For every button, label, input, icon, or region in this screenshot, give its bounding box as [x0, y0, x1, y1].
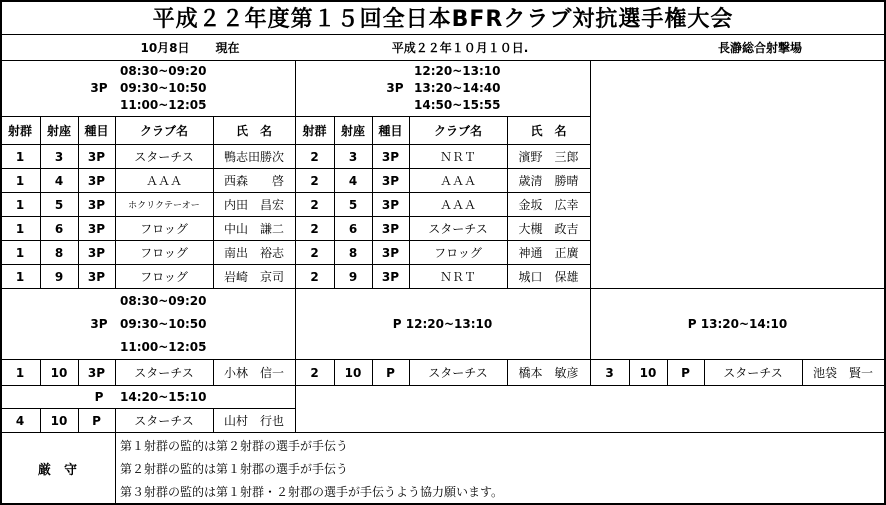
session-time: 14:50~15:55 [414, 97, 501, 112]
cell-lane: 8 [54, 245, 64, 260]
header-name: 氏 名 [530, 124, 567, 138]
header-group: 射群 [302, 124, 327, 138]
session-time: 08:30~09:20 [120, 63, 207, 78]
cell-club: ＡＡＡ [145, 174, 182, 188]
session-time: 13:20~14:40 [414, 80, 501, 95]
header-lane: 射座 [46, 124, 71, 138]
cell-name: 橋本 敏彦 [518, 366, 579, 380]
cell-group: 2 [310, 269, 319, 284]
cell-group: 2 [310, 365, 319, 380]
cell-name: 内田 昌宏 [223, 198, 284, 212]
cell-club: フロッグ [140, 246, 188, 260]
cell-event: 3P [381, 197, 400, 212]
cell-lane: 9 [348, 269, 358, 284]
cell-name: 大槻 政吉 [518, 222, 579, 236]
cell-group: 1 [15, 365, 25, 380]
cell-lane: 10 [50, 365, 68, 380]
cell-lane: 9 [54, 269, 64, 284]
cell-lane: 3 [348, 149, 358, 164]
cell-club: スターチス [428, 222, 488, 236]
header-group: 射群 [7, 124, 32, 138]
cell-group: 1 [15, 245, 25, 260]
cell-group: 2 [310, 197, 319, 212]
session-time: 08:30~09:20 [120, 294, 207, 308]
cell-club: スターチス [723, 366, 783, 380]
cell-event: P [386, 365, 395, 380]
notes-label: 厳 守 [37, 462, 77, 478]
cell-lane: 5 [348, 197, 358, 212]
event-date: 平成２２年１０月１０日. [391, 40, 529, 55]
cell-name: 濱野 三郎 [518, 150, 579, 164]
cell-group: 1 [15, 197, 25, 212]
session-category: 3P [90, 316, 108, 331]
cell-event: 3P [87, 149, 106, 164]
venue: 長瀞総合射撃場 [717, 40, 802, 55]
cell-club: ＮＲＴ [439, 150, 476, 164]
session-category: 3P [90, 81, 108, 95]
cell-name: 西森 啓 [223, 174, 284, 188]
cell-event: 3P [381, 245, 400, 260]
status-date: 10月8日 [140, 40, 190, 55]
cell-event: 3P [87, 221, 106, 236]
cell-event: 3P [87, 173, 106, 188]
session-time: 12:20~13:10 [414, 63, 501, 78]
session-time: 14:20~15:10 [120, 390, 207, 404]
cell-group: 2 [310, 149, 319, 164]
cell-group: 2 [310, 245, 319, 260]
session-time: 11:00~12:05 [120, 97, 207, 112]
cell-event: 3P [381, 173, 400, 188]
session-time: 09:30~10:50 [120, 80, 207, 95]
cell-event: 3P [381, 221, 400, 236]
session-category: P [94, 390, 104, 404]
cell-group: 1 [15, 149, 25, 164]
cell-name: 山村 行也 [223, 414, 284, 428]
cell-name: 南出 裕志 [223, 246, 284, 260]
cell-name: 中山 謙二 [223, 222, 284, 236]
cell-group: 1 [15, 269, 25, 284]
cell-group: 4 [15, 413, 25, 428]
session-category: 3P [386, 81, 404, 95]
cell-name: 金坂 広幸 [518, 198, 579, 212]
header-event: 種目 [84, 124, 109, 138]
header-name: 氏 名 [235, 124, 272, 138]
cell-club: フロッグ [140, 270, 188, 284]
cell-group: 2 [310, 173, 319, 188]
session-time: 09:30~10:50 [120, 317, 207, 331]
cell-lane: 10 [639, 365, 657, 380]
cell-club: スターチス [134, 150, 194, 164]
cell-group: 3 [605, 365, 614, 380]
cell-event: 3P [87, 245, 106, 260]
page-title: 平成２２年度第１５回全日本BFRクラブ対抗選手権大会 [152, 7, 734, 32]
cell-club: ＡＡＡ [439, 198, 476, 212]
note-line: 第３射群の監的は第１射群・２射郡の選手が手伝うよう協力願います。 [120, 484, 504, 499]
cell-club: ＮＲＴ [439, 270, 476, 284]
cell-lane: 6 [348, 221, 358, 236]
cell-event: 3P [87, 269, 106, 284]
cell-name: 鴨志田勝次 [223, 150, 284, 164]
cell-name: 池袋 賢一 [812, 366, 873, 380]
header-event: 種目 [378, 124, 403, 138]
cell-group: 1 [15, 173, 25, 188]
cell-event: P [681, 365, 690, 380]
status-current: 現在 [215, 40, 240, 55]
cell-event: 3P [87, 365, 106, 380]
cell-club: スターチス [134, 414, 194, 428]
cell-name: 神通 正廣 [518, 246, 579, 260]
note-line: 第１射群の監的は第２射群の選手が手伝う [120, 438, 349, 453]
note-line: 第２射群の監的は第１射郡の選手が手伝う [120, 461, 349, 476]
cell-name: 城口 保雄 [518, 270, 579, 284]
header-lane: 射座 [340, 124, 365, 138]
cell-event: 3P [87, 197, 106, 212]
session-time: P 13:20~14:10 [687, 317, 788, 331]
cell-club: フロッグ [140, 222, 188, 236]
cell-club: スターチス [134, 366, 194, 380]
cell-lane: 4 [54, 173, 64, 188]
cell-name: 岩崎 京司 [223, 270, 284, 284]
cell-name: 小林 信一 [223, 366, 284, 380]
cell-lane: 10 [50, 413, 68, 428]
cell-event: P [92, 413, 101, 428]
cell-group: 2 [310, 221, 319, 236]
cell-event: 3P [381, 269, 400, 284]
cell-lane: 5 [54, 197, 64, 212]
cell-lane: 8 [348, 245, 358, 260]
cell-club: ホクリクテーオー [128, 201, 200, 211]
cell-lane: 3 [54, 149, 64, 164]
cell-name: 歳清 勝晴 [518, 174, 579, 188]
header-club: クラブ名 [433, 124, 482, 138]
cell-club: ＡＡＡ [439, 174, 476, 188]
cell-club: フロッグ [434, 246, 482, 260]
cell-group: 1 [15, 221, 25, 236]
cell-lane: 10 [344, 365, 362, 380]
cell-lane: 6 [54, 221, 64, 236]
cell-event: 3P [381, 149, 400, 164]
session-time: P 12:20~13:10 [392, 317, 493, 331]
header-club: クラブ名 [139, 124, 188, 138]
cell-club: スターチス [428, 366, 488, 380]
cell-lane: 4 [348, 173, 358, 188]
session-time: 11:00~12:05 [120, 340, 207, 354]
